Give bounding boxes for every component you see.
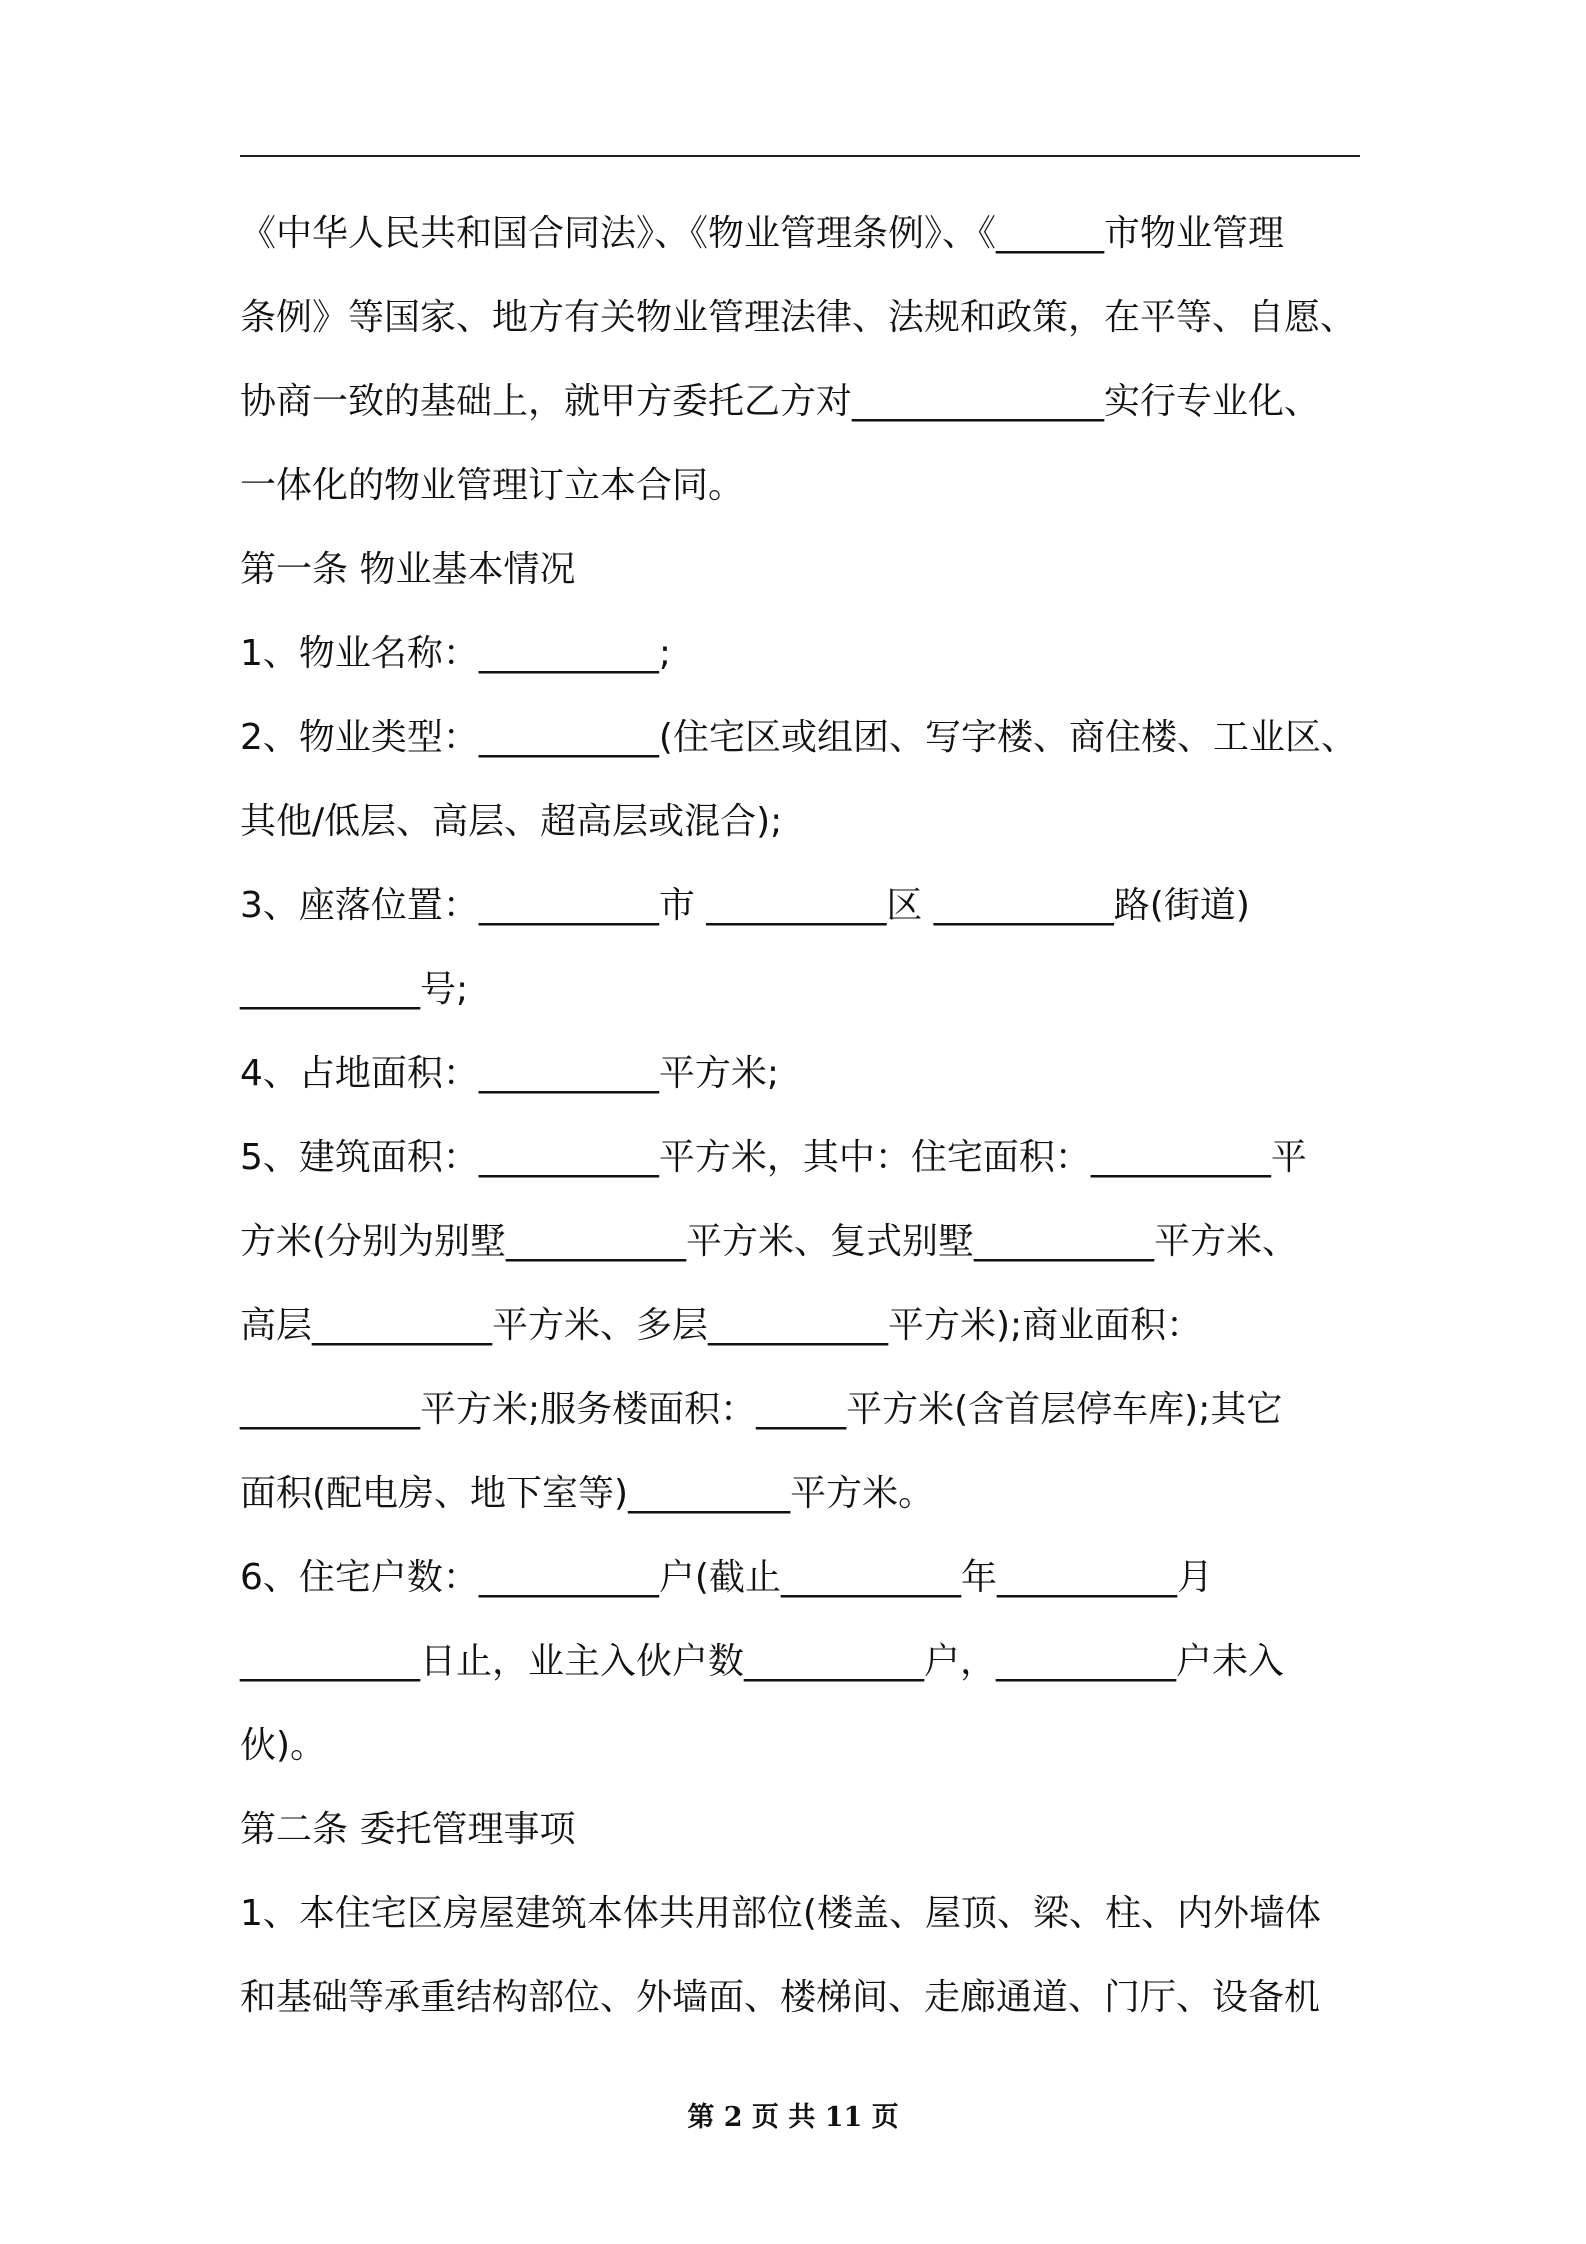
text-line: __________平方米;服务楼面积：_____平方米(含首层停车库);其它 bbox=[240, 1389, 1283, 1430]
text-line: 其他/低层、高层、超高层或混合); bbox=[240, 801, 783, 842]
text-line: 面积(配电房、地下室等)_________平方米。 bbox=[240, 1473, 935, 1514]
text-line: 方米(分别为别墅__________平方米、复式别墅__________平方米、 bbox=[240, 1221, 1299, 1262]
text-line: __________日止，业主入伙户数__________户，__________户未入 bbox=[240, 1641, 1285, 1682]
text-line: 6、住宅户数：__________户(截止__________年__________月 bbox=[240, 1557, 1213, 1598]
text-line: 3、座落位置：__________市 __________区 __________路(街道) bbox=[240, 885, 1250, 926]
text-line: 5、建筑面积：__________平方米，其中：住宅面积：__________平 bbox=[240, 1137, 1307, 1178]
section-heading-2: 第二条 委托管理事项 bbox=[240, 1809, 576, 1850]
text-line: 2、物业类型：__________(住宅区或组团、写字楼、商住楼、工业区、 bbox=[240, 717, 1357, 758]
section-heading-1: 第一条 物业基本情况 bbox=[240, 549, 576, 590]
text-line: __________号; bbox=[240, 969, 469, 1010]
text-line: 条例》等国家、地方有关物业管理法律、法规和政策，在平等、自愿、 bbox=[240, 297, 1357, 338]
text-line: 4、占地面积：__________平方米; bbox=[240, 1053, 780, 1094]
page-number-footer: 第 2 页 共 11 页 bbox=[687, 2102, 899, 2133]
text-line: 协商一致的基础上，就甲方委托乙方对______________实行专业化、 bbox=[240, 381, 1321, 422]
text-line: 伙)。 bbox=[240, 1725, 327, 1766]
text-line: 《中华人民共和国合同法》、《物业管理条例》、《______市物业管理 bbox=[240, 213, 1285, 254]
text-line: 和基础等承重结构部位、外墙面、楼梯间、走廊通道、门厅、设备机 bbox=[240, 1977, 1321, 2018]
text-line: 1、物业名称：__________; bbox=[240, 633, 672, 674]
text-line: 一体化的物业管理订立本合同。 bbox=[240, 465, 745, 506]
text-line: 1、本住宅区房屋建筑本体共用部位(楼盖、屋顶、梁、柱、内外墙体 bbox=[240, 1893, 1321, 1934]
text-line: 高层__________平方米、多层__________平方米);商业面积： bbox=[240, 1305, 1203, 1346]
document-body bbox=[240, 192, 1360, 2040]
header-rule bbox=[240, 155, 1360, 157]
